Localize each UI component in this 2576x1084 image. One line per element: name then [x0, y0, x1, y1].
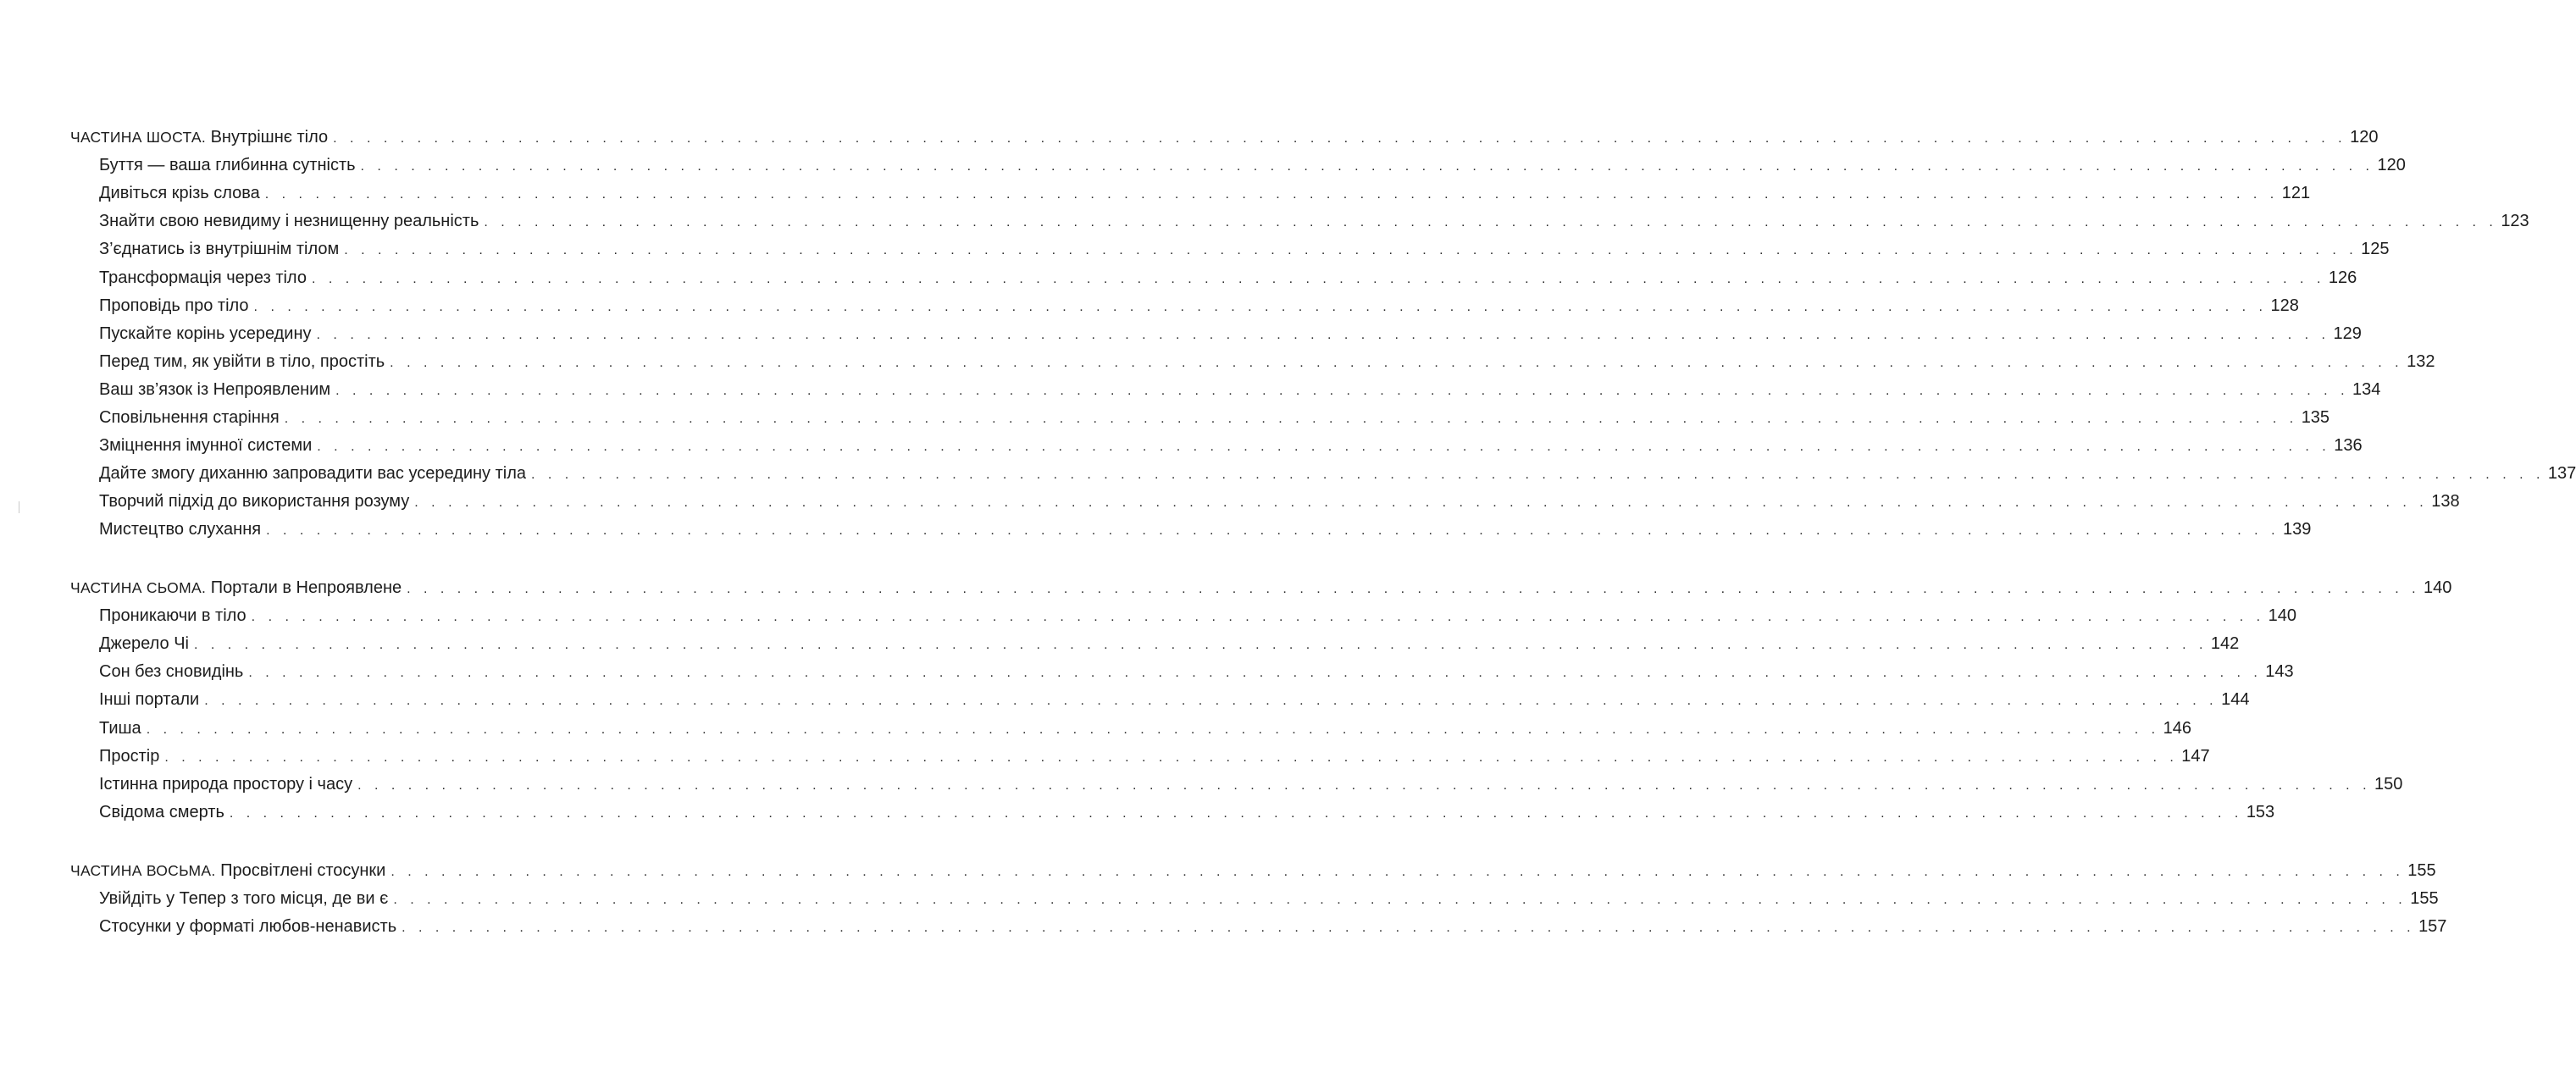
entry-title: Мистецтво слухання [99, 520, 262, 539]
dot-leader: . . . . . . . . . . . . . . . . . . . . . . . . . . . . . . . . . . . . . . . . . . . . . . . . . . . . . . . . . . . . . . . . . . . . . . . . . . . . . . . . . . . . . . . . . . . . . . . . . . . . . . . . . . . . . . . . . . . . . . . . [284, 412, 2298, 426]
toc-part-heading[interactable] [70, 124, 2379, 152]
dot-leader: . . . . . . . . . . . . . . . . . . . . . . . . . . . . . . . . . . . . . . . . . . . . . . . . . . . . . . . . . . . . . . . . . . . . . . . . . . . . . . . . . . . . . . . . . . . . . . . . . . . . . . . . . . . . . . . . . . . . . . . . [335, 383, 2350, 398]
entry-title: Інші портали [99, 690, 200, 710]
page-number: 136 [2334, 436, 2363, 456]
part-label: ЧАСТИНА ШОСТА. [70, 129, 206, 146]
page-number: 140 [2424, 578, 2452, 597]
page-number: 134 [2352, 379, 2381, 399]
toc-entry[interactable] [99, 516, 2312, 544]
toc-entry[interactable] [99, 715, 2191, 743]
entry-title: Перед тим, як увійти в тіло, простіть [99, 351, 385, 371]
dot-leader: . . . . . . . . . . . . . . . . . . . . . . . . . . . . . . . . . . . . . . . . . . . . . . . . . . . . . . . . . . . . . . . . . . . . . . . . . . . . . . . . . . . . . . . . . . . . . . . . . . . . . . . . . . . . . . . . . . . . . . . . [414, 495, 2429, 511]
toc-entry[interactable] [99, 460, 2576, 488]
page-number: 121 [2281, 184, 2311, 203]
part-title: Портали в Непроявлене [210, 578, 402, 597]
toc-entry[interactable] [99, 180, 2311, 207]
toc-part-heading[interactable] [70, 857, 2436, 885]
entry-title: Буття — ваша глибинна сутність [99, 156, 356, 175]
dot-leader: . . . . . . . . . . . . . . . . . . . . . . . . . . . . . . . . . . . . . . . . . . . . . . . . . . . . . . . . . . . . . . . . . . . . . . . . . . . . . . . . . . . . . . . . . . . . . . . . . . . . . . . . . . . . . . . . . . . . . . . . [360, 159, 2374, 174]
page-number: 155 [2410, 889, 2439, 909]
toc-entry[interactable] [99, 630, 2240, 658]
entry-title: Творчий підхід до використання розуму [99, 492, 410, 512]
dot-leader: . . . . . . . . . . . . . . . . . . . . . . . . . . . . . . . . . . . . . . . . . . . . . . . . . . . . . . . . . . . . . . . . . . . . . . . . . . . . . . . . . . . . . . . . . . . . . . . . . . . . . . . . . . . . . . . . . . . . . . . . [357, 777, 2372, 793]
page-number: 120 [2350, 128, 2379, 147]
dot-leader: . . . . . . . . . . . . . . . . . . . . . . . . . . . . . . . . . . . . . . . . . . . . . . . . . . . . . . . . . . . . . . . . . . . . . . . . . . . . . . . . . . . . . . . . . . . . . . . . . . . . . . . . . . . . . . . . . . . . . . . . [317, 440, 2331, 455]
dot-leader: . . . . . . . . . . . . . . . . . . . . . . . . . . . . . . . . . . . . . . . . . . . . . . . . . . . . . . . . . . . . . . . . . . . . . . . . . . . . . . . . . . . . . . . . . . . . . . . . . . . . . . . . . . . . . . . . . . . . . . . . [311, 271, 2325, 286]
entry-title: Зміцнення імунної системи [99, 436, 313, 456]
dot-leader: . . . . . . . . . . . . . . . . . . . . . . . . . . . . . . . . . . . . . . . . . . . . . . . . . . . . . . . . . . . . . . . . . . . . . . . . . . . . . . . . . . . . . . . . . . . . . . . . . . . . . . . . . . . . . . . . . . . . . . . . [253, 299, 2268, 314]
page-number: 139 [2283, 520, 2312, 539]
entry-title: Дайте змогу диханню запровадити вас усередину тіла [99, 464, 526, 484]
toc-entry[interactable] [99, 488, 2460, 516]
page-number: 150 [2374, 774, 2403, 794]
entry-title: Увійдіть у Тепер з того місця, де ви є [99, 889, 389, 909]
dot-leader: . . . . . . . . . . . . . . . . . . . . . . . . . . . . . . . . . . . . . . . . . . . . . . . . . . . . . . . . . . . . . . . . . . . . . . . . . . . . . . . . . . . . . . . . . . . . . . . . . . . . . . . . . . . . . . . . . . . . . . . . [391, 865, 2405, 879]
page-number: 125 [2361, 240, 2390, 259]
toc-entry[interactable] [99, 771, 2403, 799]
page-number: 157 [2418, 917, 2447, 937]
page-number: 142 [2210, 634, 2240, 654]
dot-leader: . . . . . . . . . . . . . . . . . . . . . . . . . . . . . . . . . . . . . . . . . . . . . . . . . . . . . . . . . . . . . . . . . . . . . . . . . . . . . . . . . . . . . . . . . . . . . . . . . . . . . . . . . . . . . . . . . . . . . . . . [164, 749, 2179, 765]
page-number: 147 [2181, 746, 2210, 766]
dot-leader: . . . . . . . . . . . . . . . . . . . . . . . . . . . . . . . . . . . . . . . . . . . . . . . . . . . . . . . . . . . . . . . . . . . . . . . . . . . . . . . . . . . . . . . . . . . . . . . . . . . . . . . . . . . . . . . . . . . . . . . . [193, 638, 2208, 653]
toc-entry[interactable] [99, 348, 2435, 376]
page-number: 155 [2407, 861, 2436, 880]
toc-entry[interactable] [99, 602, 2296, 630]
toc-entry[interactable] [99, 658, 2294, 686]
dot-leader: . . . . . . . . . . . . . . . . . . . . . . . . . . . . . . . . . . . . . . . . . . . . . . . . . . . . . . . . . . . . . . . . . . . . . . . . . . . . . . . . . . . . . . . . . . . . . . . . . . . . . . . . . . . . . . . . . . . . . . . . [530, 467, 2545, 483]
toc-part-heading[interactable] [70, 574, 2452, 602]
entry-title: Тиша [99, 718, 141, 738]
entry-title: Сон без сновидінь [99, 662, 244, 682]
entry-title: Істинна природа простору і часу [99, 774, 353, 794]
toc-entry[interactable] [99, 799, 2275, 827]
entry-title: Простір [99, 746, 160, 766]
entry-title: Стосунки у форматі любов-ненависть [99, 917, 397, 937]
toc-entry[interactable] [99, 885, 2439, 913]
page-number: 137 [2547, 464, 2576, 484]
toc-entry[interactable] [99, 376, 2381, 404]
part-label: ЧАСТИНА СЬОМА. [70, 579, 207, 596]
entry-title: Джерело Чі [99, 634, 189, 654]
dot-leader: . . . . . . . . . . . . . . . . . . . . . . . . . . . . . . . . . . . . . . . . . . . . . . . . . . . . . . . . . . . . . . . . . . . . . . . . . . . . . . . . . . . . . . . . . . . . . . . . . . . . . . . . . . . . . . . . . . . . . . . . [229, 805, 2243, 821]
toc-entry[interactable] [99, 686, 2250, 714]
page-number: 135 [2301, 408, 2330, 427]
part-label: ЧАСТИНА ВОСЬМА. [70, 862, 216, 879]
dot-leader: . . . . . . . . . . . . . . . . . . . . . . . . . . . . . . . . . . . . . . . . . . . . . . . . . . . . . . . . . . . . . . . . . . . . . . . . . . . . . . . . . . . . . . . . . . . . . . . . . . . . . . . . . . . . . . . . . . . . . . . . [390, 355, 2404, 370]
dot-leader: . . . . . . . . . . . . . . . . . . . . . . . . . . . . . . . . . . . . . . . . . . . . . . . . . . . . . . . . . . . . . . . . . . . . . . . . . . . . . . . . . . . . . . . . . . . . . . . . . . . . . . . . . . . . . . . . . . . . . . . . [264, 187, 2279, 202]
page-number: 146 [2163, 718, 2191, 738]
dot-leader: . . . . . . . . . . . . . . . . . . . . . . . . . . . . . . . . . . . . . . . . . . . . . . . . . . . . . . . . . . . . . . . . . . . . . . . . . . . . . . . . . . . . . . . . . . . . . . . . . . . . . . . . . . . . . . . . . . . . . . . . [407, 582, 2421, 596]
toc-entry[interactable] [99, 207, 2529, 235]
dot-leader: . . . . . . . . . . . . . . . . . . . . . . . . . . . . . . . . . . . . . . . . . . . . . . . . . . . . . . . . . . . . . . . . . . . . . . . . . . . . . . . . . . . . . . . . . . . . . . . . . . . . . . . . . . . . . . . . . . . . . . . . [204, 694, 2219, 709]
dot-leader: . . . . . . . . . . . . . . . . . . . . . . . . . . . . . . . . . . . . . . . . . . . . . . . . . . . . . . . . . . . . . . . . . . . . . . . . . . . . . . . . . . . . . . . . . . . . . . . . . . . . . . . . . . . . . . . . . . . . . . . . [266, 523, 2280, 539]
page-number: 140 [2268, 606, 2296, 626]
dot-leader: . . . . . . . . . . . . . . . . . . . . . . . . . . . . . . . . . . . . . . . . . . . . . . . . . . . . . . . . . . . . . . . . . . . . . . . . . . . . . . . . . . . . . . . . . . . . . . . . . . . . . . . . . . . . . . . . . . . . . . . . [402, 921, 2416, 936]
toc-entry[interactable] [99, 913, 2447, 941]
entry-title: Свідома смерть [99, 802, 224, 821]
page-number: 120 [2377, 156, 2406, 175]
entry-title: З’єднатись із внутрішнім тілом [99, 240, 340, 259]
dot-leader: . . . . . . . . . . . . . . . . . . . . . . . . . . . . . . . . . . . . . . . . . . . . . . . . . . . . . . . . . . . . . . . . . . . . . . . . . . . . . . . . . . . . . . . . . . . . . . . . . . . . . . . . . . . . . . . . . . . . . . . . [484, 215, 2498, 230]
dot-leader: . . . . . . . . . . . . . . . . . . . . . . . . . . . . . . . . . . . . . . . . . . . . . . . . . . . . . . . . . . . . . . . . . . . . . . . . . . . . . . . . . . . . . . . . . . . . . . . . . . . . . . . . . . . . . . . . . . . . . . . . [146, 722, 2160, 737]
entry-title: Дивіться крізь слова [99, 184, 260, 203]
page-number: 153 [2246, 802, 2275, 821]
entry-title: Сповільнення старіння [99, 408, 280, 427]
entry-title: Знайти свою невидиму і незнищенну реальність [99, 212, 479, 231]
dot-leader: . . . . . . . . . . . . . . . . . . . . . . . . . . . . . . . . . . . . . . . . . . . . . . . . . . . . . . . . . . . . . . . . . . . . . . . . . . . . . . . . . . . . . . . . . . . . . . . . . . . . . . . . . . . . . . . . . . . . . . . . [333, 131, 2347, 146]
toc-entry[interactable] [99, 152, 2406, 180]
toc-entry[interactable] [99, 404, 2330, 432]
part-title: Просвітлені стосунки [220, 861, 386, 880]
entry-title: Пускайте корінь усередину [99, 324, 312, 343]
entry-title: Ваш зв’язок із Непроявленим [99, 379, 331, 399]
page-number: 143 [2265, 662, 2294, 682]
toc-entry[interactable] [99, 292, 2299, 320]
dot-leader: . . . . . . . . . . . . . . . . . . . . . . . . . . . . . . . . . . . . . . . . . . . . . . . . . . . . . . . . . . . . . . . . . . . . . . . . . . . . . . . . . . . . . . . . . . . . . . . . . . . . . . . . . . . . . . . . . . . . . . . . [316, 327, 2330, 342]
entry-title: Проникаючи в тіло [99, 606, 247, 626]
dot-leader: . . . . . . . . . . . . . . . . . . . . . . . . . . . . . . . . . . . . . . . . . . . . . . . . . . . . . . . . . . . . . . . . . . . . . . . . . . . . . . . . . . . . . . . . . . . . . . . . . . . . . . . . . . . . . . . . . . . . . . . . [344, 243, 2358, 258]
page-number: 129 [2333, 324, 2362, 343]
dot-leader: . . . . . . . . . . . . . . . . . . . . . . . . . . . . . . . . . . . . . . . . . . . . . . . . . . . . . . . . . . . . . . . . . . . . . . . . . . . . . . . . . . . . . . . . . . . . . . . . . . . . . . . . . . . . . . . . . . . . . . . . [248, 666, 2263, 681]
toc-entry[interactable] [99, 432, 2363, 460]
toc-entry[interactable] [99, 320, 2362, 348]
toc-entry[interactable] [99, 235, 2390, 263]
page-number: 123 [2501, 212, 2529, 231]
page-number: 138 [2431, 492, 2460, 512]
page-number: 144 [2221, 690, 2250, 710]
toc-entry[interactable] [99, 264, 2357, 292]
page-number: 132 [2407, 351, 2435, 371]
dot-leader: . . . . . . . . . . . . . . . . . . . . . . . . . . . . . . . . . . . . . . . . . . . . . . . . . . . . . . . . . . . . . . . . . . . . . . . . . . . . . . . . . . . . . . . . . . . . . . . . . . . . . . . . . . . . . . . . . . . . . . . . [251, 610, 2265, 625]
part-title: Внутрішнє тіло [210, 128, 329, 147]
entry-title: Трансформація через тіло [99, 268, 307, 287]
entry-title: Проповідь про тіло [99, 296, 249, 315]
page-number: 128 [2270, 296, 2299, 315]
page-number: 126 [2328, 268, 2357, 287]
toc-entry[interactable] [99, 743, 2210, 771]
dot-leader: . . . . . . . . . . . . . . . . . . . . . . . . . . . . . . . . . . . . . . . . . . . . . . . . . . . . . . . . . . . . . . . . . . . . . . . . . . . . . . . . . . . . . . . . . . . . . . . . . . . . . . . . . . . . . . . . . . . . . . . . [393, 893, 2407, 908]
